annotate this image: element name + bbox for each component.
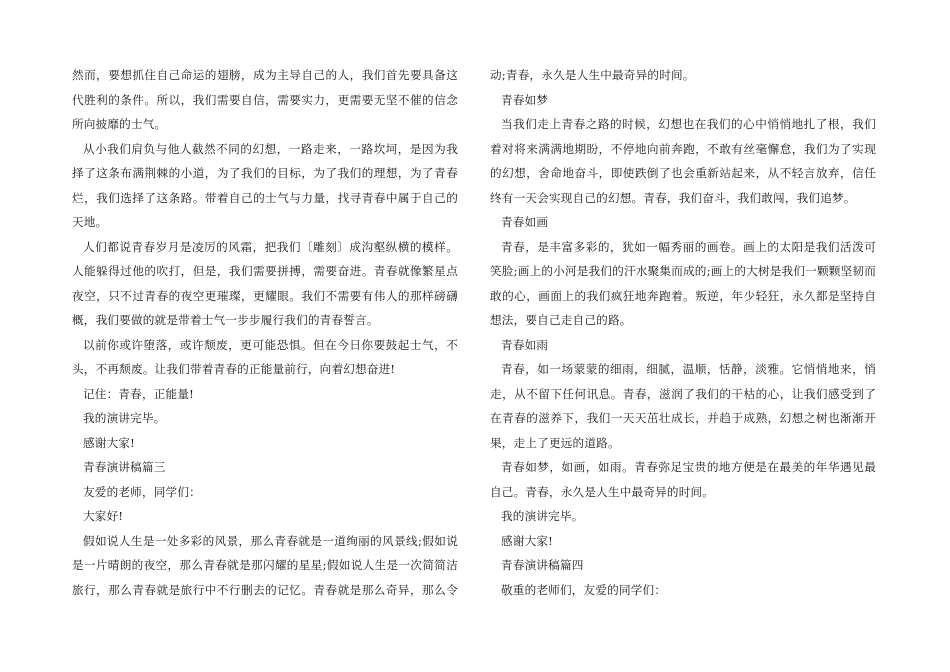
text-line: 然而，要想抓住自己命运的翅膀，成为主导自己的人，我们首先要具备这 <box>72 68 458 82</box>
text-line: 青春演讲稿篇四 <box>501 558 584 572</box>
text-line: 我的演讲完毕。 <box>83 411 166 425</box>
text-line: 人能躲得过他的吹打，但是，我们需要拼搏，需要奋进。青春就像繁星点 <box>72 264 458 278</box>
text-line: 择了这条布满荆棘的小道，为了我们的目标，为了我们的理想，为了青春 <box>72 166 458 180</box>
text-line: 人们都说青春岁月是凌厉的风霜，把我们〔雕刻〕成沟壑纵横的模样。 <box>83 239 458 254</box>
text-line: 从小我们肩负与他人截然不同的幻想，一路走来，一路坎坷，是因为我 <box>83 141 458 156</box>
text-line: 烂，我们选择了这条路。带着自己的士气与力量，找寻青春中属于自己的 <box>72 190 458 205</box>
text-line: 想法，要自己走自己的路。 <box>490 313 632 327</box>
text-line: 头，不再颓废。让我们带着青春的正能量前行，向着幻想奋进! <box>72 362 396 376</box>
text-line: 感谢大家! <box>83 435 136 450</box>
text-line: 自己。青春，永久是人生中最奇异的时间。 <box>490 484 715 499</box>
text-line: 记住：青春，正能量! <box>83 386 195 401</box>
text-line: 大家好! <box>83 509 124 523</box>
text-line: 是一片晴朗的夜空，那么青春就是那闪耀的星星;假如说人生是一次简简洁 <box>72 558 458 572</box>
text-line: 我的演讲完毕。 <box>501 509 584 523</box>
text-line: 友爱的老师，同学们： <box>83 484 201 499</box>
text-line: 天地。 <box>72 215 108 229</box>
text-line: 旅行，那么青春就是旅行中不行删去的记忆。青春就是那么奇异，那么令 <box>72 582 458 597</box>
text-line: 的幻想，舍命地奋斗，即使跌倒了也会重新站起来，从不轻言放弃，信任 <box>490 166 876 180</box>
left-text-column <box>72 63 458 602</box>
text-line: 代胜利的条件。所以，我们需要自信，需要实力，更需要无坚不催的信念 <box>72 92 458 107</box>
text-line: 青春如画 <box>501 215 549 229</box>
text-line: 终有一天会实现自己的幻想。青春，我们奋斗，我们敢闯，我们追梦。 <box>490 190 856 205</box>
text-line: 青春如梦，如画，如雨。青春弥足宝贵的地方便是在最美的年华遇见最 <box>501 460 876 474</box>
text-line: 夜空，只不过青春的夜空更璀璨，更耀眼。我们不需要有伟人的那样磅礴 <box>72 288 458 303</box>
text-line: 概，我们要做的就是带着士气一步步履行我们的青春誓言。 <box>72 313 379 327</box>
text-line: 假如说人生是一处多彩的风景，那么青春就是一道绚丽的风景线;假如说 <box>83 533 458 548</box>
text-line: 当我们走上青春之路的时候，幻想也在我们的心中悄悄地扎了根，我们 <box>501 117 876 131</box>
text-line: 敬重的老师们，友爱的同学们： <box>501 582 667 597</box>
text-line: 着对将来满满地期盼，不停地向前奔跑，不敢有丝毫懈怠，我们为了实现 <box>490 141 876 156</box>
text-line: 青春演讲稿篇三 <box>83 460 166 474</box>
text-line: 动;青春，永久是人生中最奇异的时间。 <box>490 68 695 82</box>
text-line: 笑脸;画上的小河是我们的汗水聚集而成的;画上的大树是我们一颗颗坚韧而 <box>490 264 876 278</box>
right-text-column <box>490 63 876 602</box>
text-line: 青春如雨 <box>501 337 549 352</box>
text-line: 青春如梦 <box>501 92 549 107</box>
text-line: 青春，是丰富多彩的，犹如一幅秀丽的画卷。画上的太阳是我们活泼可 <box>501 239 876 254</box>
text-line: 以前你或许堕落，或许颓废，更可能恐惧。但在今日你要鼓起士气，不 <box>83 337 458 352</box>
text-line: 走，从不留下任何讯息。青春，滋润了我们的干枯的心，让我们感受到了 <box>490 386 876 401</box>
text-line: 青春，如一场蒙蒙的细雨，细腻，温顺，恬静，淡雅。它悄悄地来，悄 <box>501 362 876 376</box>
text-line: 果，走上了更远的道路。 <box>490 435 620 450</box>
text-line: 在青春的滋养下，我们一天天茁壮成长，并趋于成熟，幻想之树也渐渐开 <box>490 411 876 425</box>
text-line: 敢的心，画面上的我们疯狂地奔跑着。叛逆，年少轻狂，永久都是坚持自 <box>490 288 876 303</box>
text-line: 所向披靡的士气。 <box>72 117 167 131</box>
text-line: 感谢大家! <box>501 533 554 548</box>
